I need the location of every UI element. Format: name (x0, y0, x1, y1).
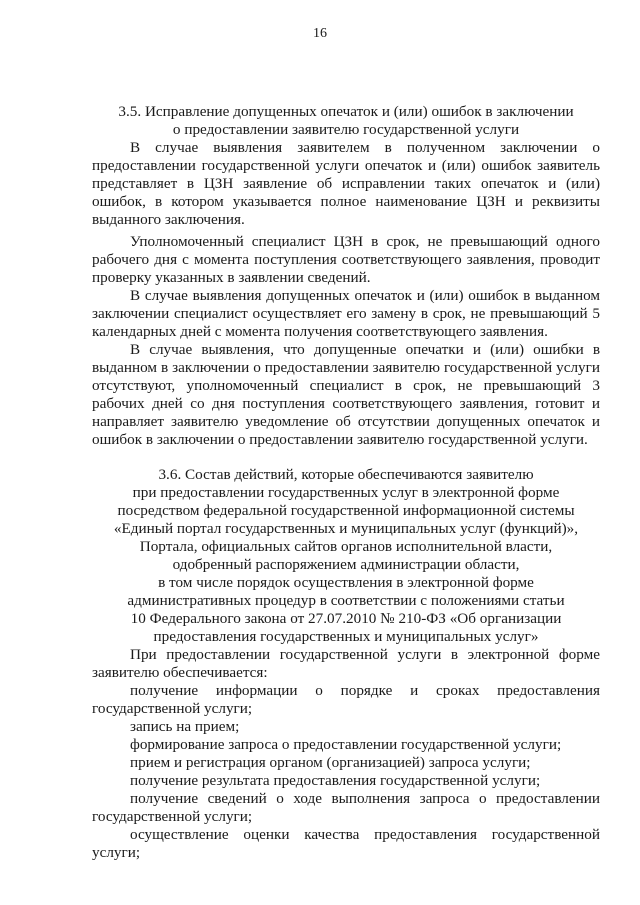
list-item: получение информации о порядке и сроках предоставления государственной услуги; (92, 682, 600, 717)
paragraph: Уполномоченный специалист ЦЗН в срок, не превышающий одного рабочего дня с момента поступления соответствующего заявления, проводит проверку указанных в заявлении сведений. (92, 233, 600, 286)
heading-line: административных процедур в соответствии с положениями статьи (127, 592, 565, 609)
list-item: получение результата предоставления государственной услуги; (130, 772, 541, 789)
heading-line: при предоставлении государственных услуг в электронной форме (132, 484, 560, 501)
heading-line: посредством федеральной государственной информационной системы (117, 502, 575, 519)
list-item: прием и регистрация органом (организацией) запроса услуги; (130, 754, 531, 771)
section-heading-3-6 (92, 466, 600, 646)
page-content (92, 103, 600, 862)
heading-line: 3.6. Состав действий, которые обеспечиваются заявителю (158, 466, 534, 483)
paragraph: При предоставлении государственной услуги в электронной форме заявителю обеспечивается: (92, 646, 600, 681)
heading-line: о предоставлении заявителю государственной услуги (172, 121, 520, 138)
list-item: запись на прием; (130, 718, 240, 735)
list-item: осуществление оценки качества предоставления государственной услуги; (92, 826, 600, 861)
section-heading-3-5 (92, 103, 600, 139)
paragraph: В случае выявления допущенных опечаток и (или) ошибок в выданном заключении специалист осуществляет его замену в срок, не превышающий 5 календарных дней с момента получения соответствующего заявления. (92, 287, 600, 340)
paragraph: В случае выявления заявителем в полученном заключении о предоставлении государственной услуги опечаток и (или) ошибок заявитель представляет в ЦЗН заявление об исправлении таких опечаток и (или) ошибок, в котором указывается полное наименование ЦЗН и реквизиты выданного заключения. (92, 139, 600, 228)
heading-line: 10 Федерального закона от 27.07.2010 № 210-ФЗ «Об организации (130, 610, 562, 627)
paragraph: В случае выявления, что допущенные опечатки и (или) ошибки в выданном в заключении о предоставлении заявителю государственной услуги отсутствуют, уполномоченный специалист в срок, не превышающий 3 рабочих дней со дня поступления соответствующего заявления, готовит и направляет заявителю уведомление об отсутствии допущенных опечаток и ошибок в заключении о предоставлении заявителю государственной услуги. (92, 341, 600, 448)
heading-line: в том числе порядок осуществления в электронной форме (158, 574, 534, 591)
heading-line: Портала, официальных сайтов органов исполнительной власти, (139, 538, 553, 555)
list-item: получение сведений о ходе выполнения запроса о предоставлении государственной услуги; (92, 790, 600, 825)
heading-line: предоставления государственных и муниципальных услуг» (153, 628, 539, 645)
list-item: формирование запроса о предоставлении государственной услуги; (130, 736, 562, 753)
heading-line: «Единый портал государственных и муниципальных услуг (функций)», (113, 520, 579, 537)
heading-line: одобренный распоряжением администрации области, (172, 556, 520, 573)
section-spacer (92, 449, 600, 466)
page-number: 16 (313, 26, 327, 41)
heading-line: 3.5. Исправление допущенных опечаток и (или) ошибок в заключении (118, 103, 574, 120)
